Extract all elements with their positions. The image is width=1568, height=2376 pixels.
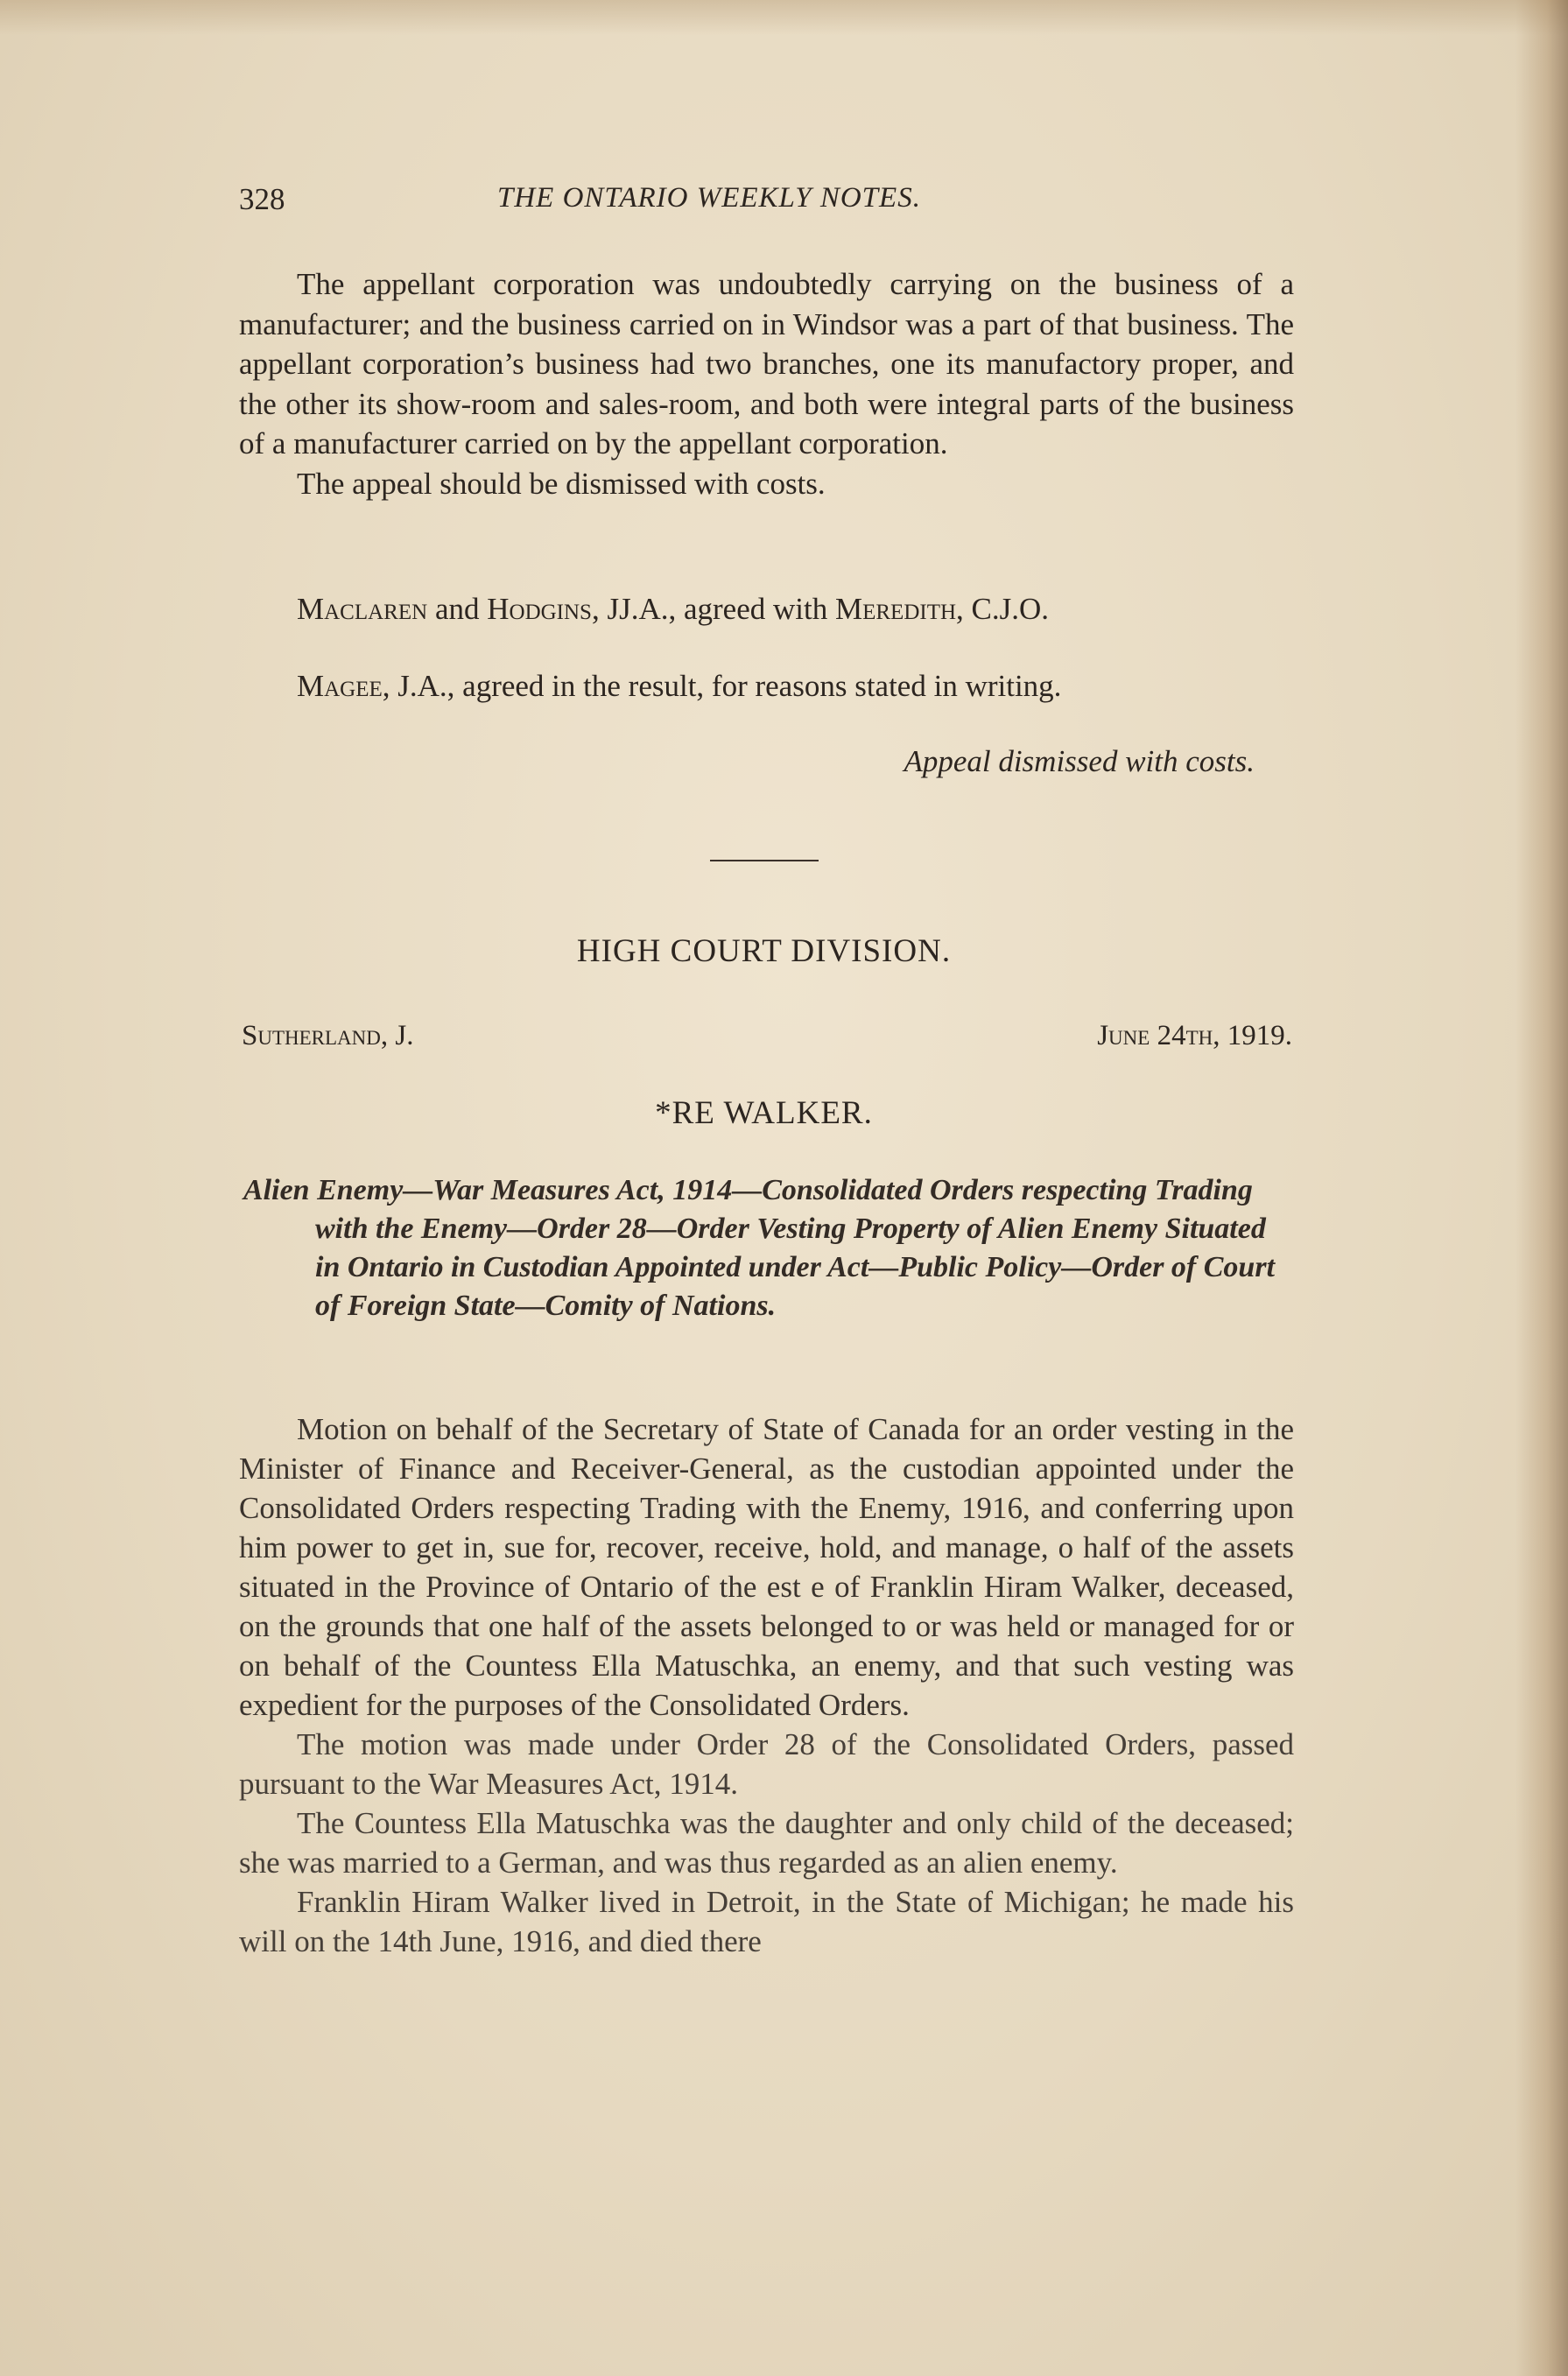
page-edge-shadow-right — [1515, 0, 1568, 2376]
paragraph: Franklin Hiram Walker lived in Detroit, in the State of Michigan; he made his will on the 14th June, 1916, and died there — [239, 1885, 1294, 1958]
disposition: Appeal dismissed with costs. — [904, 744, 1255, 778]
page-edge-shadow-top — [0, 0, 1568, 35]
paragraph: The appellant corporation was undoubtedly carrying on the business of a manufacturer; and the business carried on in Windsor was a part of that business. The appellant corporation’s business had two branches, one its manufactory proper, and the other its show-room and sales-room, and both were integral parts of the business of a manufacturer carried on by the appellant corporation. — [239, 267, 1294, 460]
judge-name: Sutherland — [242, 1020, 381, 1051]
paragraph: The motion was made under Order 28 of the Consolidated Orders, passed pursuant to the War Measures Act, 1914. — [239, 1727, 1294, 1801]
decision-date — [1097, 1020, 1292, 1052]
text-fragment: and — [427, 592, 488, 626]
section-rule — [710, 860, 819, 861]
text-fragment: , J.A., agreed in the result, for reasons stated in writing. — [382, 669, 1062, 703]
text-fragment: , J. — [380, 1020, 414, 1051]
paragraph: The Countess Ella Matuschka was the daughter and only child of the deceased; she was married to a German, and was thus regarded as an alien enemy. — [239, 1806, 1294, 1880]
concurrence-line-2 — [297, 669, 1061, 704]
running-head: THE ONTARIO WEEKLY NOTES. — [497, 182, 921, 214]
judge-name: Meredith — [834, 592, 957, 626]
opinion-conclusion — [239, 264, 1294, 503]
judge-name: Hodgins — [487, 592, 592, 626]
headnote-text: Alien Enemy—War Measures Act, 1914—Consolidated Orders respecting Trading with the Enemy—Order 28—Order Vesting Property of Alien Enemy Situated in Ontario in Custodian Appointed under Act—Public Policy—Order of Court of Foreign State—Comity of Nations. — [243, 1174, 1276, 1322]
judge-name: Magee — [297, 669, 383, 703]
judge-line — [242, 1020, 414, 1052]
text-fragment: , C.J.O. — [956, 592, 1050, 626]
concurrence-line-1 — [297, 592, 1049, 627]
paragraph: Motion on behalf of the Secretary of State of Canada for an order vesting in the Minister of Finance and Receiver-General, as the custodian appointed under the Consolidated Orders respecting Trading with the Enemy, 1916, and conferring upon him power to get in, sue for, recover, receive, hold, and manage, o half of the assets situated in the Province of Ontario of the est e of Franklin Hiram Walker, deceased, on the grounds that one half of the assets belonged to or was held or managed for or on behalf of the Countess Ella Matuschka, an enemy, and that such vesting was expedient for the purposes of the Consolidated Orders. — [239, 1412, 1294, 1722]
page-number: 328 — [239, 182, 285, 216]
page-header — [239, 182, 1290, 235]
case-facts — [239, 1409, 1294, 1961]
case-title: *RE WALKER. — [655, 1095, 873, 1131]
headnote — [243, 1171, 1294, 1325]
division-heading: HIGH COURT DIVISION. — [576, 933, 952, 969]
paragraph: The appeal should be dismissed with costs. — [297, 466, 826, 501]
date-rest: 24th, 1919. — [1150, 1020, 1292, 1051]
date-month: June — [1097, 1020, 1150, 1051]
text-fragment: , JJ.A., agreed with — [591, 592, 835, 626]
judge-name: Maclaren — [297, 592, 428, 626]
